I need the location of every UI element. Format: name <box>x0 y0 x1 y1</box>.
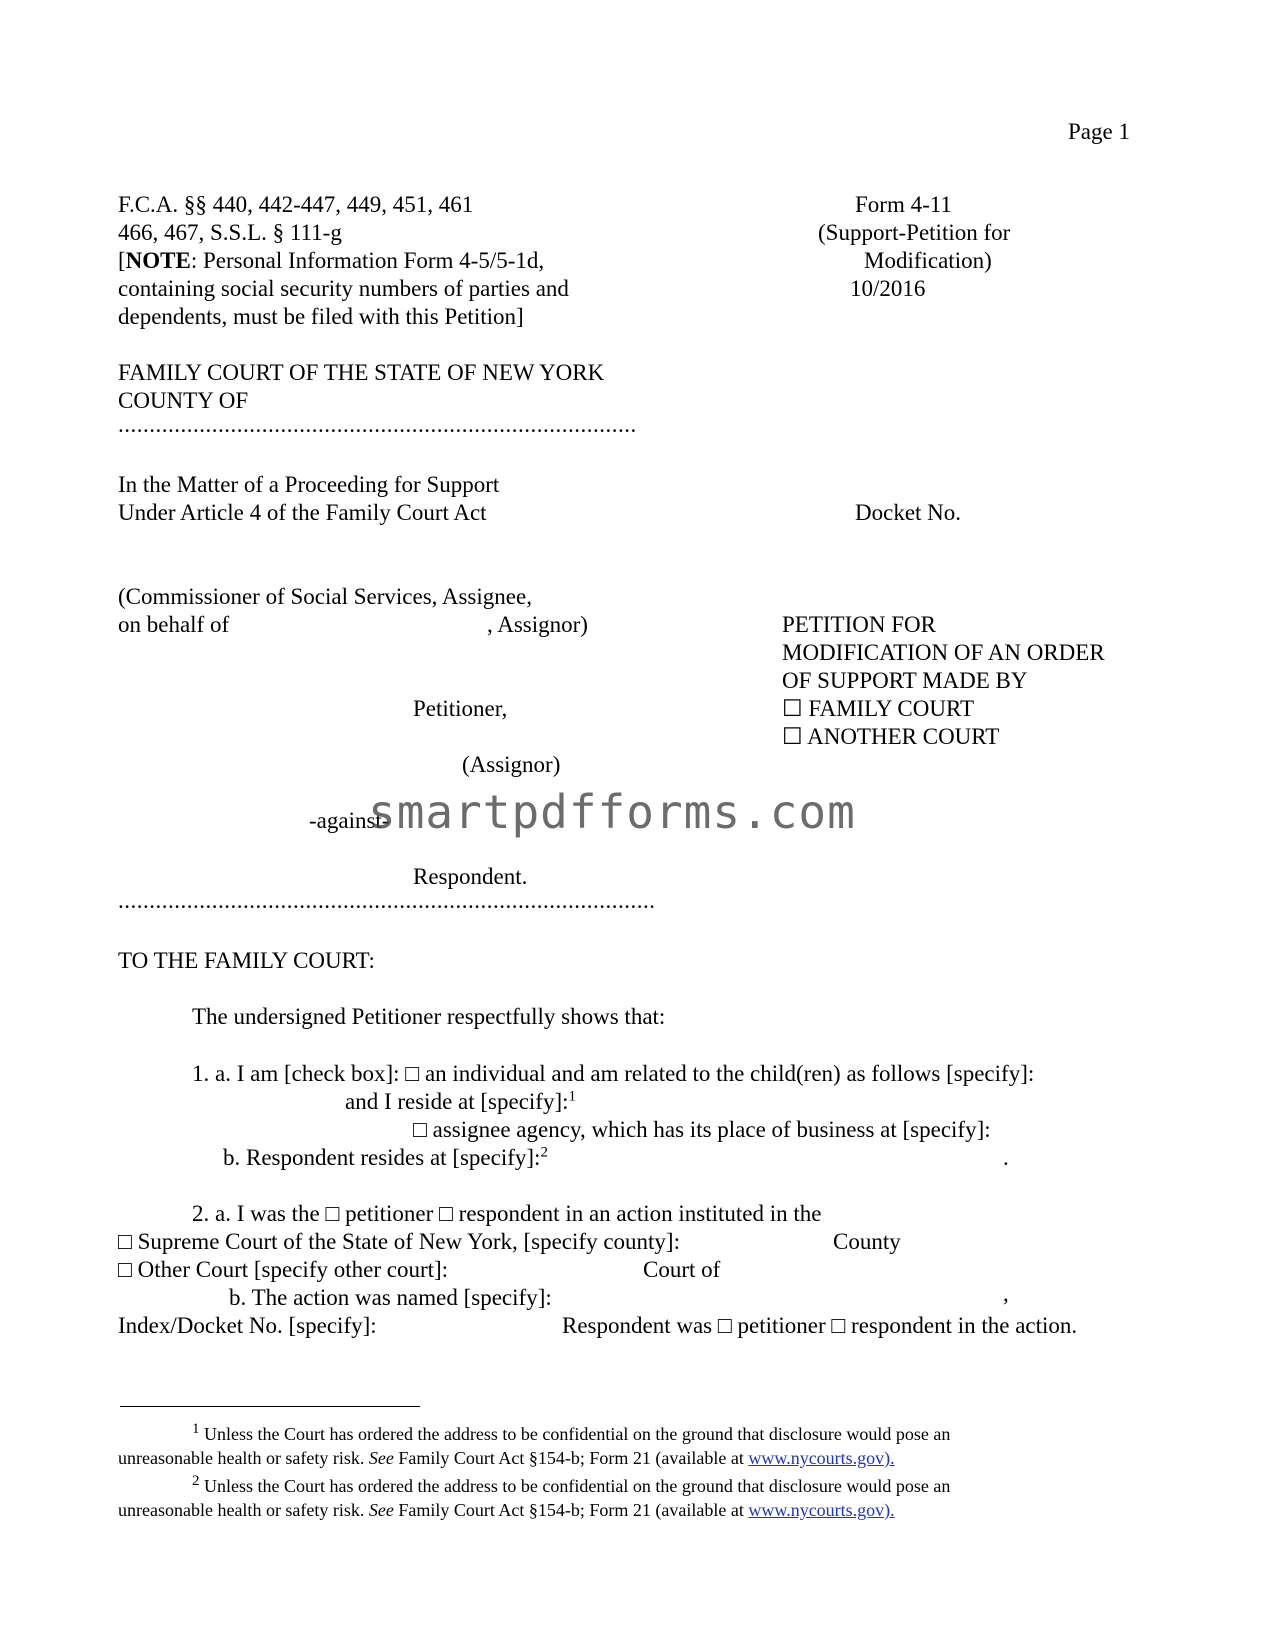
against-label: -against- <box>309 808 390 833</box>
note-line-2: containing social security numbers of parties and <box>118 276 569 301</box>
dotted-separator-top: ................................................................................... <box>118 412 637 437</box>
petition-title-3: OF SUPPORT MADE BY <box>782 668 1028 693</box>
statute-line-2: 466, 467, S.S.L. § 111-g <box>118 220 342 245</box>
footnote-ref-2: 2 <box>540 1144 548 1161</box>
note-line-3: dependents, must be filed with this Petition] <box>118 304 524 329</box>
item-2b-respondent-role: Respondent was □ petitioner □ respondent in the action. <box>562 1313 1078 1338</box>
petitioner-label: Petitioner, <box>413 696 508 721</box>
item-2a-court-of: Court of <box>643 1257 721 1282</box>
item-2b: b. The action was named [specify]: <box>229 1285 552 1310</box>
form-number: Form 4-11 <box>855 192 952 217</box>
footnote-2-number: 2 <box>192 1473 200 1489</box>
footnote-1-number: 1 <box>192 1421 200 1437</box>
footnote-ref-1: 1 <box>568 1088 577 1105</box>
note-line-1-text: : Personal Information Form 4-5/5-1d, <box>190 248 545 273</box>
footnote-1-text-2: unreasonable health or safety risk. <box>118 1448 369 1468</box>
footnote-1-text: Unless the Court has ordered the address to be confidential on the ground that disclosure would pose an <box>204 1424 951 1444</box>
commissioner-line-1: (Commissioner of Social Services, Assignee, <box>118 584 532 609</box>
footnote-1-see: See <box>368 1448 394 1468</box>
page-number: Page 1 <box>1068 119 1130 144</box>
footnote-2-line-1 <box>192 1474 950 1498</box>
checkbox-another-court[interactable]: ☐ ANOTHER COURT <box>782 724 1000 749</box>
dotted-separator-bottom: ...................................................................................... <box>118 888 656 913</box>
county-label: COUNTY OF <box>118 388 249 413</box>
to-court-heading: TO THE FAMILY COURT: <box>118 948 375 973</box>
matter-line-2: Under Article 4 of the Family Court Act <box>118 500 487 525</box>
docket-label: Docket No. <box>855 500 962 525</box>
footnote-1-line-1 <box>192 1422 950 1446</box>
petition-title-2: MODIFICATION OF AN ORDER <box>782 640 1105 665</box>
form-title-line-2: Modification) <box>864 248 992 273</box>
watermark: smartpdfforms.com <box>368 785 856 839</box>
form-date: 10/2016 <box>850 276 926 301</box>
item-1b <box>223 1144 548 1172</box>
checkbox-family-court[interactable]: ☐ FAMILY COURT <box>782 696 974 721</box>
statute-line-1: F.C.A. §§ 440, 442-447, 449, 451, 461 <box>118 192 474 217</box>
item-2b-comma: , <box>1003 1281 1009 1306</box>
matter-line-1: In the Matter of a Proceeding for Support <box>118 472 500 497</box>
note-bracket: [ <box>118 248 126 273</box>
item-2a-other-court: □ Other Court [specify other court]: <box>118 1257 449 1282</box>
petition-title-1: PETITION FOR <box>782 612 936 637</box>
item-2b-index: Index/Docket No. [specify]: <box>118 1313 377 1338</box>
item-1a-reside-text: and I reside at [specify]: <box>345 1089 569 1114</box>
note-label: NOTE <box>125 248 191 273</box>
footnote-2-see: See <box>368 1500 394 1520</box>
court-name: FAMILY COURT OF THE STATE OF NEW YORK <box>118 360 605 385</box>
item-2a-county: County <box>833 1229 901 1254</box>
footnote-2-text-3: Family Court Act §154-b; Form 21 (available at <box>393 1500 749 1520</box>
footnote-1-link[interactable]: www.nycourts.gov). <box>748 1448 895 1468</box>
item-1a-agency: □ assignee agency, which has its place of business at [specify]: <box>413 1117 991 1142</box>
assignor-label: (Assignor) <box>462 752 561 777</box>
commissioner-on-behalf: on behalf of <box>118 612 230 637</box>
item-2a-supreme-court: □ Supreme Court of the State of New York, [specify county]: <box>118 1229 680 1254</box>
form-title-line-1: (Support-Petition for <box>818 220 1011 245</box>
footnote-1-text-3: Family Court Act §154-b; Form 21 (available at <box>393 1448 749 1468</box>
footnote-1-line-2 <box>118 1446 895 1470</box>
item-1b-text: b. Respondent resides at [specify]: <box>223 1145 541 1170</box>
footnote-2-line-2 <box>118 1498 895 1522</box>
intro-paragraph: The undersigned Petitioner respectfully shows that: <box>192 1004 666 1029</box>
footnote-2-text: Unless the Court has ordered the address to be confidential on the ground that disclosure would pose an <box>204 1476 951 1496</box>
footnote-rule <box>120 1406 420 1407</box>
item-1a: 1. a. I am [check box]: □ an individual and am related to the child(ren) as follows [specify]: <box>192 1061 1035 1086</box>
commissioner-assignor: , Assignor) <box>487 612 588 637</box>
footnote-2-text-2: unreasonable health or safety risk. <box>118 1500 369 1520</box>
footnote-2-link[interactable]: www.nycourts.gov). <box>748 1500 895 1520</box>
item-2a: 2. a. I was the □ petitioner □ respondent in an action instituted in the <box>192 1201 822 1226</box>
note-line-1 <box>118 247 544 275</box>
item-1a-reside <box>345 1088 576 1116</box>
respondent-label: Respondent. <box>413 864 528 889</box>
item-1b-period: . <box>1003 1145 1009 1170</box>
